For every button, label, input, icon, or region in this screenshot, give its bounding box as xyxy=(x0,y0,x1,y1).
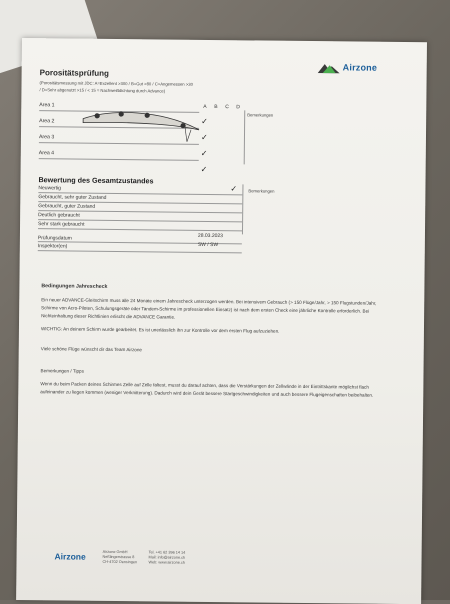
condition-remarks-divider xyxy=(242,184,244,234)
column-b-header: B xyxy=(214,104,218,111)
wing-profile-diagram xyxy=(81,105,202,156)
condition-divider xyxy=(38,228,242,231)
footer-address xyxy=(102,550,137,565)
footer-logo: Airzone xyxy=(54,551,86,562)
greeting-paragraph: Viele schöne Flüge wünscht dir das Team Airzone xyxy=(40,346,142,353)
airzone-mountain-logo-icon xyxy=(318,61,340,73)
footer-address-line: Neßlingerstrasse 8 xyxy=(102,554,135,560)
meta-divider xyxy=(38,250,242,253)
inspection-date-value: 28.03.2023 xyxy=(197,232,223,240)
condition-option-good: Gebraucht, guter Zustand xyxy=(38,203,96,210)
area-label-2: Area 2 xyxy=(39,118,55,125)
area-label-4: Area 4 xyxy=(38,150,55,157)
footer-web: Web: www.airzone.ch xyxy=(148,560,185,565)
remarks-divider xyxy=(244,110,246,164)
area-1-check: ✓ xyxy=(201,116,208,126)
condition-option-very-good: Gebraucht, sehr guter Zustand xyxy=(38,194,107,201)
airzone-logo xyxy=(318,61,378,74)
conditions-paragraph: Ein neuer ADVANCE-Gleitschirm muss alle 24 Monate einem Jahrescheck unterzogen werden. Bei intensivem Gebrauch (> 150 Flüge/Jahr, > 150 Flugstunden/Jahr, Schirme von Acro-Piloten, Schulungsgeräte oder Tandem-Schirme im professionellen Einsatz) ist nach dem ersten Check eine jährliche Kontrolle erforderlich. Bei Nichteinhaltung dieser Richtlinien erlischt die ADVANCE Garantie. xyxy=(41,297,377,320)
column-c-header: C xyxy=(225,104,229,111)
area-remarks-header: Bemerkungen xyxy=(247,112,274,118)
area-label-3: Area 3 xyxy=(38,134,55,141)
subtitle-line-2: / D=Sehr abgenutzt >15 / < 15 = Nachweißdichtung durch Advance) xyxy=(39,87,166,94)
condition-title: Bewertung des Gesamtzustandes xyxy=(38,175,154,186)
tips-title: Bemerkungen / Tipps xyxy=(40,368,84,374)
inspector-label: Inspektor(en) xyxy=(37,243,68,250)
footer-address-line: CH-4702 Oensingen xyxy=(102,559,138,565)
condition-option-used: Deutlich gebraucht xyxy=(38,212,80,219)
logo-text: Airzone xyxy=(342,62,378,73)
area-divider-4 xyxy=(39,158,199,161)
area-3-check: ✓ xyxy=(200,148,208,158)
condition-selected-check: ✓ xyxy=(230,184,238,194)
footer-address-line: Airzone GmbH xyxy=(102,549,128,555)
condition-option-heavily-used: Sehr stark gebraucht xyxy=(38,221,85,228)
conditions-section-title: Bedingungen Jahrescheck xyxy=(41,283,108,290)
area-label-1: Area 1 xyxy=(39,102,55,109)
footer-contact xyxy=(148,550,185,565)
column-d-header: D xyxy=(236,104,240,111)
inspection-date-label: Prüfungsdatum xyxy=(37,235,72,242)
column-a-header: A xyxy=(203,103,207,110)
tips-paragraph: Wenn du beim Packen deines Schirmes Zelle auf Zelle faltest, musst du darauf achten, dass die Verstärkungen der Zellwände in der Eintrittskante möglichst flach aufeinander zu liegen kommen (weniger Verknitterung). Dadurch wird dein Gerät bessere Startgeschwindigkeiten und auch bessere Flugeigenschaften beibehalten. xyxy=(40,381,374,398)
important-notice-paragraph: WICHTIG: An deinem Schirm wurde gearbeitet. Es ist unerlässlich ihn zur Kontrolle vor dem ersten Flug aufzuziehen. xyxy=(40,326,280,334)
subtitle-line-1: (Porositätsmessung mit JDC: A=Exzellent >300 / B=Gut >80 / C=Angemessen >30 xyxy=(39,80,193,87)
footer-phone: Tel. +41 62 396 14 14 xyxy=(148,550,186,555)
condition-remarks-header: Bemerkungen xyxy=(248,188,275,194)
inspection-document xyxy=(16,38,427,604)
footer-email: Mail: info@airzone.ch xyxy=(148,555,186,560)
condition-option-new: Neuwertig xyxy=(38,185,61,192)
document-title: Porositätsprüfung xyxy=(39,68,110,78)
area-2-check: ✓ xyxy=(200,132,208,142)
inspector-value: SW / SW xyxy=(197,241,219,249)
area-4-check: ✓ xyxy=(200,164,208,174)
